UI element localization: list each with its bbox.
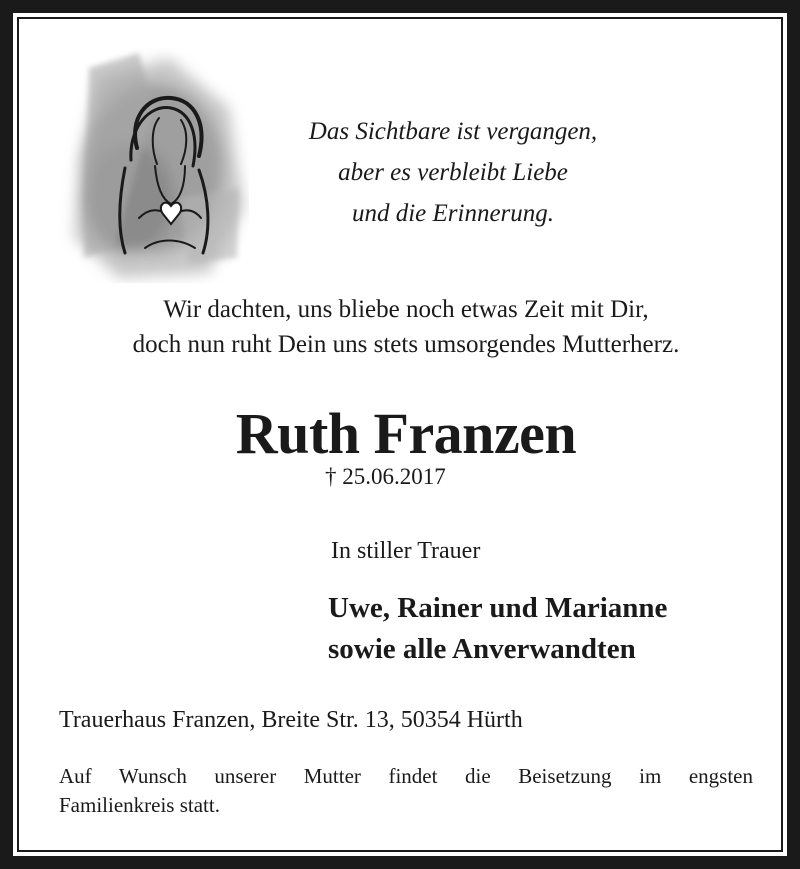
- deceased-name: Ruth Franzen: [235, 401, 577, 466]
- quote-line: und die Erinnerung.: [351, 200, 555, 227]
- note-line: Familienkreis statt.: [59, 793, 220, 817]
- mourning-house-address: Trauerhaus Franzen, Breite Str. 13, 50354 Hürth: [59, 707, 523, 733]
- mourners-line: sowie alle Anverwandten: [328, 633, 636, 665]
- burial-note: [59, 762, 753, 820]
- memorial-quote: [283, 111, 623, 234]
- quote-line: aber es verbleibt Liebe: [338, 159, 568, 186]
- quote-line: Das Sichtbare ist vergangen,: [308, 118, 598, 145]
- mourners-list: [328, 588, 667, 670]
- mourning-intro: In stiller Trauer: [331, 538, 481, 564]
- madonna-heart-icon: [59, 48, 249, 283]
- note-line: Auf Wunsch unserer Mutter findet die Beisetzung im engsten: [59, 764, 753, 788]
- lead-line: Wir dachten, uns bliebe noch etwas Zeit mit Dir,: [163, 296, 649, 323]
- lead-line: doch nun ruht Dein uns stets umsorgendes Mutterherz.: [132, 331, 680, 358]
- death-date: † 25.06.2017: [325, 464, 446, 489]
- lead-text: [33, 292, 779, 362]
- mourners-line: Uwe, Rainer und Marianne: [328, 592, 668, 624]
